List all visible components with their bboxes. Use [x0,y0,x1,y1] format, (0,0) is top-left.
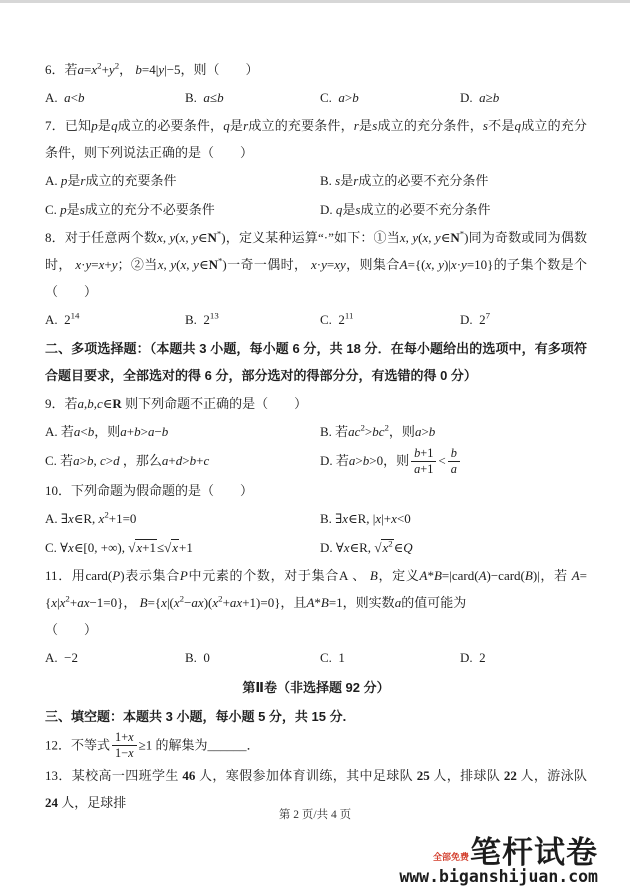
watermark-free-label: 全部免费 [432,852,469,863]
question-6-option-c: C. a>b [320,90,359,105]
question-9-option-d: D. 若a>b>0，则 $\frac{b+1}{a+1}$ < $\frac{b}{a}$ [320,446,587,477]
question-8-option-d: D. $2^7$ [460,310,491,327]
question-6-option-b: B. a≤b [185,90,224,105]
question-11-option-a: A. −2 [45,650,78,666]
question-6-option-a: A. a<b [45,90,85,105]
question-10-option-c: C. ∀x∈[0, +∞), √x+1≤√x+1 [45,540,193,556]
question-9-stem: 9．若a,b,c∈R 则下列命题不正确的是（ ） [45,396,308,411]
section-3-header: 三、填空题：本题共 3 小题，每小题 5 分，共 15 分. [45,709,347,725]
question-7-option-c: C. p是s成立的充分不必要条件 [45,202,215,217]
question-9-option-b: B. 若$ac^2>bc^2$，则a>b [320,422,436,439]
question-8-options [45,305,587,334]
question-8-option-b: B. $2^{13}$ [185,310,219,327]
question-7-options [45,166,587,224]
question-12-stem: 12．不等式 $\frac{1+x}{1-x}$ ≥1 的解集为______． [45,730,260,761]
question-9-options [45,417,587,477]
question-8-stem: 8．对于任意两个数x, y(x, y∈N*)，定义某种运算“·”如下：①当x, y(x, y∈N*)同为奇数或同为偶数时， x·y=x+y；②当x, y(x, y∈N*)一奇一偶时， x·y=xy，则集合A={(x, y)|x·y=10}的子集个数是个（ ） [45,228,588,299]
watermark-brand: 笔杆试卷 [470,835,598,871]
question-10-option-a: A. ∃x∈R, $x^2+1=0$ [45,510,137,527]
question-8-option-c: C. $2^{11}$ [320,310,354,327]
watermark [399,837,598,887]
watermark-url: www.biganshijuan.com [399,867,598,887]
question-11-option-d: D. 2 [460,650,486,666]
question-13-stem: 13．某校高一四班学生 46 人，寒假参加体育训练，其中足球队 25 人，排球队 22 人，游泳队 24 人，足球排 [45,767,587,810]
question-11-option-c: C. 1 [320,650,345,666]
question-7-option-d: D. q是s成立的必要不充分条件 [320,202,491,217]
question-11-option-b: B. 0 [185,650,210,666]
question-6-options [45,83,587,112]
question-10-option-d: D. ∀x∈R, $√x^2\in Q$ [320,539,413,556]
question-6-stem: 6．若$a=x^2+y^2$， b=4|y|−5，则（ ） [45,60,259,77]
question-7-option-a: A. p是r成立的充要条件 [45,173,177,188]
part-2-header: 第Ⅱ卷（非选择题 92 分） [242,680,390,696]
question-10-option-b: B. ∃x∈R, |x|+x<0 [320,511,411,527]
question-7-option-b: B. s是r成立的必要不充分条件 [320,173,489,188]
question-10-options [45,504,587,562]
question-6-option-d: D. a≥b [460,90,500,105]
question-8-option-a: A. $2^{14}$ [45,310,80,327]
page-number: 第 2 页/共 4 页 [278,809,352,821]
exam-content [45,56,587,816]
section-2-header: 二、多项选择题：（本题共 3 小题，每小题 6 分，共 18 分．在每小题给出的选项中，有多项符合题目要求，全部选对的得 6 分，部分选对的得部分分，有选错的得 0 分） [45,341,587,383]
question-11-options [45,643,587,672]
question-9-option-a: A. 若a<b，则a+b>a−b [45,424,169,439]
question-7-stem: 7．已知p是q成立的必要条件，q是r成立的充要条件，r是s成立的充分条件，s不是q成立的充分条件，则下列说法正确的是（ ） [45,118,587,160]
question-11-stem: 11．用card(P)表示集合P中元素的个数，对于集合A 、 B，定义A*B=|card(A)−card(B)|，若 $A=\{x|x^2+ax-1=0\}$， $B=\{x|(x^2-ax)(x^2+ax+1)=0\}$，且A*B=1，则实数a的值可能为 （ ） [45,568,588,638]
question-10-stem: 10．下列命题为假命题的是（ ） [45,483,254,499]
question-9-option-c: C. 若a>b, c>d ，那么a+d>b+c [45,453,210,468]
page-top-edge [0,0,630,3]
